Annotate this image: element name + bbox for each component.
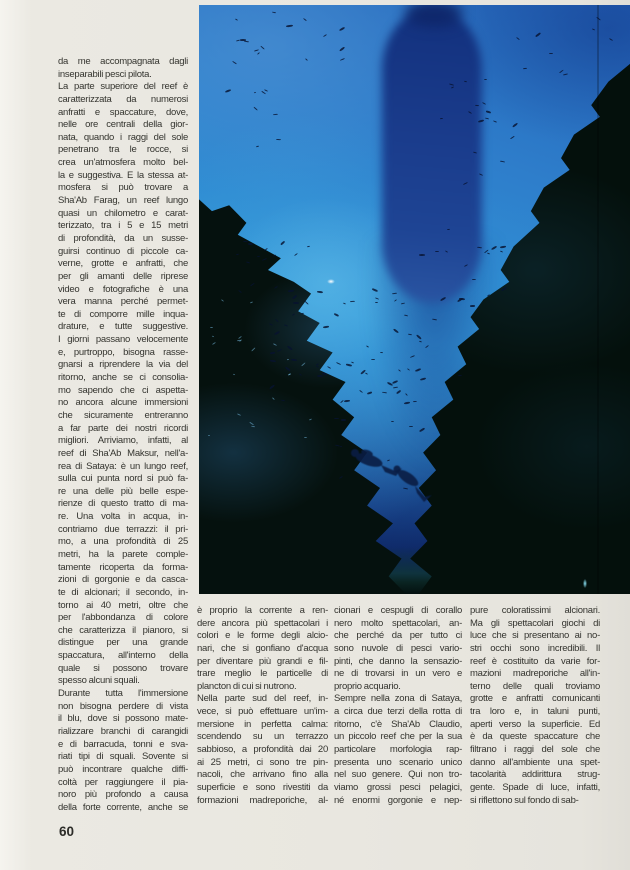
text-line: è da queste spaccature che — [470, 731, 600, 743]
text-line: noro più profondo a causa — [58, 789, 188, 801]
light-fleck — [583, 579, 587, 588]
text-line: nelle ore centrali della gior- — [58, 119, 188, 131]
text-line: a circa due terzi della rotta di — [334, 706, 462, 718]
text-line: guirsi continuo di piccole ca- — [58, 245, 188, 257]
text-line: te di comporre mille inqua- — [58, 308, 188, 320]
fish-silhouette — [257, 255, 260, 256]
text-line: nero molto spettacolari, an- — [334, 617, 462, 629]
text-line: mosfera si può trovare a — [58, 182, 188, 194]
fish-silhouette — [291, 358, 297, 360]
reef-glint — [287, 358, 290, 360]
text-line: ritorno, anche se ci consolia- — [58, 372, 188, 384]
text-line: della forte corrente, anche se — [58, 801, 188, 813]
fish-silhouette — [317, 375, 323, 377]
text-line: stri occhi sono incredibili. Il — [470, 642, 600, 654]
text-line: Durante tutta l'immersione — [58, 688, 188, 700]
text-line: nata, quando i raggi del sole — [58, 131, 188, 143]
text-line: Sempre nella zona di Sataya, — [334, 693, 462, 705]
text-line: re. Una volta in acqua, in- — [58, 511, 188, 523]
text-line: gente. Spade di luce, infatti, — [470, 781, 600, 793]
text-line: metri, ha la parete comple- — [58, 548, 188, 560]
text-line: reef è costituito da varie for- — [470, 655, 600, 667]
text-line: plancton di cui si nutrono. — [197, 680, 297, 692]
text-line: migliori. Arriviamo, infatti, al — [58, 435, 188, 447]
scan-artifact-line — [597, 5, 599, 594]
text-line: che caratterizza il pianoro, si — [58, 624, 188, 636]
text-line: pure coloratissimi alcionari. — [470, 605, 600, 616]
fish-silhouette — [340, 446, 343, 447]
text-line: a far parte dei nostri ricordi — [58, 422, 188, 434]
diver-2 — [394, 466, 433, 503]
text-line: vece, si può effettuare un'im- — [197, 706, 328, 718]
fish-silhouette — [464, 80, 467, 82]
text-line: anfratti e spaccature, dove, — [58, 106, 188, 118]
fish-silhouette — [380, 352, 383, 353]
text-line: cionari e cespugli di corallo — [334, 605, 462, 616]
text-line: torno ai 40 metri, oltre che — [58, 599, 188, 611]
text-line: mersione in perfetta calma: — [197, 718, 328, 730]
text-line: superficie e sono rivestiti da — [197, 781, 328, 793]
text-line: formazioni madreporiche, al- — [197, 794, 328, 806]
text-line: coltà per raggiungere il pia- — [58, 776, 188, 788]
text-line: I giorni passano velocemente — [58, 334, 188, 346]
text-line: drature, e tutte suggestive. — [58, 321, 188, 333]
text-line: il blu, dove si possono mate- — [58, 713, 188, 725]
text-line: trare meglio le particelle di — [197, 668, 328, 680]
text-line: caratterizzata da numerosi — [58, 93, 188, 105]
text-line: riati tipi di squali. Sovente si — [58, 751, 188, 763]
text-line: penetrano tra le rocce, si — [58, 144, 188, 156]
text-line: da me accompagnata dagli — [58, 56, 188, 67]
reef-glint — [208, 435, 211, 436]
text-line: particolare morfologia rap- — [334, 744, 462, 756]
fish-silhouette — [409, 426, 413, 427]
text-line: Ma gli spettacolari giochi di — [470, 617, 600, 629]
text-line: mazioni madreporiche all'in- — [470, 668, 600, 680]
text-line: tra loro e, in taluni punti, — [470, 706, 600, 718]
text-line: grotte e anfratti comunicanti — [470, 693, 600, 705]
text-line: spesso alcuni squali. — [58, 675, 140, 687]
fish-silhouette — [391, 421, 394, 422]
sunlight-glint — [327, 279, 335, 284]
fish-silhouette — [323, 325, 329, 327]
text-line: la e suggestiva. E la stessa at- — [58, 169, 188, 181]
text-line: La parte superiore del reef è — [58, 81, 188, 93]
text-line: scendendo su un terrazzo — [197, 731, 328, 743]
underwater-photo — [199, 5, 630, 594]
text-line: ne di trovarsi in un vero e — [334, 668, 462, 680]
text-line: colori e le forme degli alcio- — [197, 630, 328, 642]
text-line: un piccolo reef che per la sua — [334, 731, 462, 743]
text-line: vera manna perché permet- — [58, 296, 188, 308]
reef-glint — [210, 327, 213, 328]
text-line: proprio acquario. — [334, 680, 401, 692]
text-line: zioni di gorgonie e da casca- — [58, 574, 188, 586]
text-line: spaccatura, all'interno della — [58, 650, 188, 662]
text-line: terizzato, tra i 5 e 15 metri — [58, 220, 188, 232]
text-line: filtrano i raggi del sole che — [470, 744, 600, 756]
text-line: dere ancora più spettacolari i — [197, 617, 328, 629]
fish-silhouette — [288, 290, 294, 292]
text-line: danno all'ambiente una spet- — [470, 756, 600, 768]
text-line: tamente ricoperta da forma- — [58, 561, 188, 573]
text-line: che perché da per tutto ci — [334, 630, 462, 642]
text-line: ritorno, c'è Sha'Ab Claudio, — [334, 718, 462, 730]
text-line: inseparabili pesci pilota. — [58, 68, 152, 80]
text-line: sono nuvole di pesci vario- — [334, 642, 462, 654]
fish-silhouette — [419, 340, 422, 342]
text-line: di profondità, da un susse- — [58, 232, 188, 244]
text-line: luce che si presentano ai no- — [470, 630, 600, 642]
text-line: per diventare più grandi e fil- — [197, 655, 328, 667]
text-line: gnarsi a riprendere la via del — [58, 359, 188, 371]
text-line: Sha'Ab Farag, un reef lungo — [58, 195, 188, 207]
text-line: video e fotografiche è una — [58, 283, 188, 295]
text-line: non bisogna perdere di vista — [58, 700, 188, 712]
text-line: nacoli, che arrivano fino alla — [197, 769, 328, 781]
page-number: 60 — [59, 824, 75, 839]
text-line: si riflettono sul fondo di sab- — [470, 794, 579, 806]
text-line: crea un'atmosfera molto bel- — [58, 157, 188, 169]
text-line: mo, a una profondità di 25 — [58, 536, 188, 548]
text-line: quasi un chilometro e carat- — [58, 207, 188, 219]
body-text-column-3 — [334, 605, 462, 807]
text-line: viamo grossi pesci pelagici, — [334, 781, 462, 793]
body-text-column-2 — [197, 605, 328, 807]
text-line: è proprio la corrente a ren- — [197, 605, 328, 616]
text-line: per l'abbondanza di colore — [58, 612, 188, 624]
text-line: verne, grotte e anfratti, che — [58, 258, 188, 270]
text-line: reef di Sha'Ab Maksur, nell'a- — [58, 447, 188, 459]
fish-silhouette — [382, 391, 387, 393]
text-line: quale si possono trovare — [58, 662, 188, 674]
text-line: distingue per una grande — [58, 637, 188, 649]
text-line: sulla cui punta nord si può fa- — [58, 473, 188, 485]
text-line: rienze di questo tratto di ma- — [58, 498, 188, 510]
text-line: nel suo genere. Qui non tro- — [334, 769, 462, 781]
text-line: aperti verso la superficie. Ed — [470, 718, 600, 730]
text-line: rea di Sataya: è un lungo reef, — [58, 460, 188, 472]
text-line: e di barracuda, tonni e sva- — [58, 738, 188, 750]
text-line: nari, che si gonfiano d'acqua — [197, 642, 328, 654]
text-line: re una delle più belle espe- — [58, 485, 188, 497]
text-line: sabbioso, a profondità dai 20 — [197, 744, 328, 756]
text-line: Nella parte sud del reef, in- — [197, 693, 328, 705]
body-text-column-1 — [58, 56, 188, 814]
diver-1 — [351, 448, 402, 476]
text-line: no ancora alcune immersioni — [58, 397, 188, 409]
text-line: te di alcionari; il secondo, in- — [58, 586, 188, 598]
text-line: rializzare branchi di carangidi — [58, 725, 188, 737]
text-line: né enormi gorgonie e nep- — [334, 794, 462, 806]
text-line: terno delle quali troviamo — [470, 680, 600, 692]
text-line: per gli amanti delle riprese — [58, 270, 188, 282]
text-line: tacolarità addirittura strug- — [470, 769, 600, 781]
text-line: può incontrare qualche diffi- — [58, 763, 188, 775]
text-line: pinti, che danno la sensazio- — [334, 655, 462, 667]
fish-silhouette — [307, 245, 310, 247]
text-line: che sicuramente entreranno — [58, 409, 188, 421]
text-line: presenta uno scenario unico — [334, 756, 462, 768]
body-text-column-4 — [470, 605, 600, 807]
text-line: mo sapendo che ci aspetta- — [58, 384, 188, 396]
text-line: contriamo due terrazzi: il pri- — [58, 523, 188, 535]
text-line: e, purtroppo, bisogna rasse- — [58, 346, 188, 358]
text-line: ai 25 metri, ci sono tre pin- — [197, 756, 328, 768]
